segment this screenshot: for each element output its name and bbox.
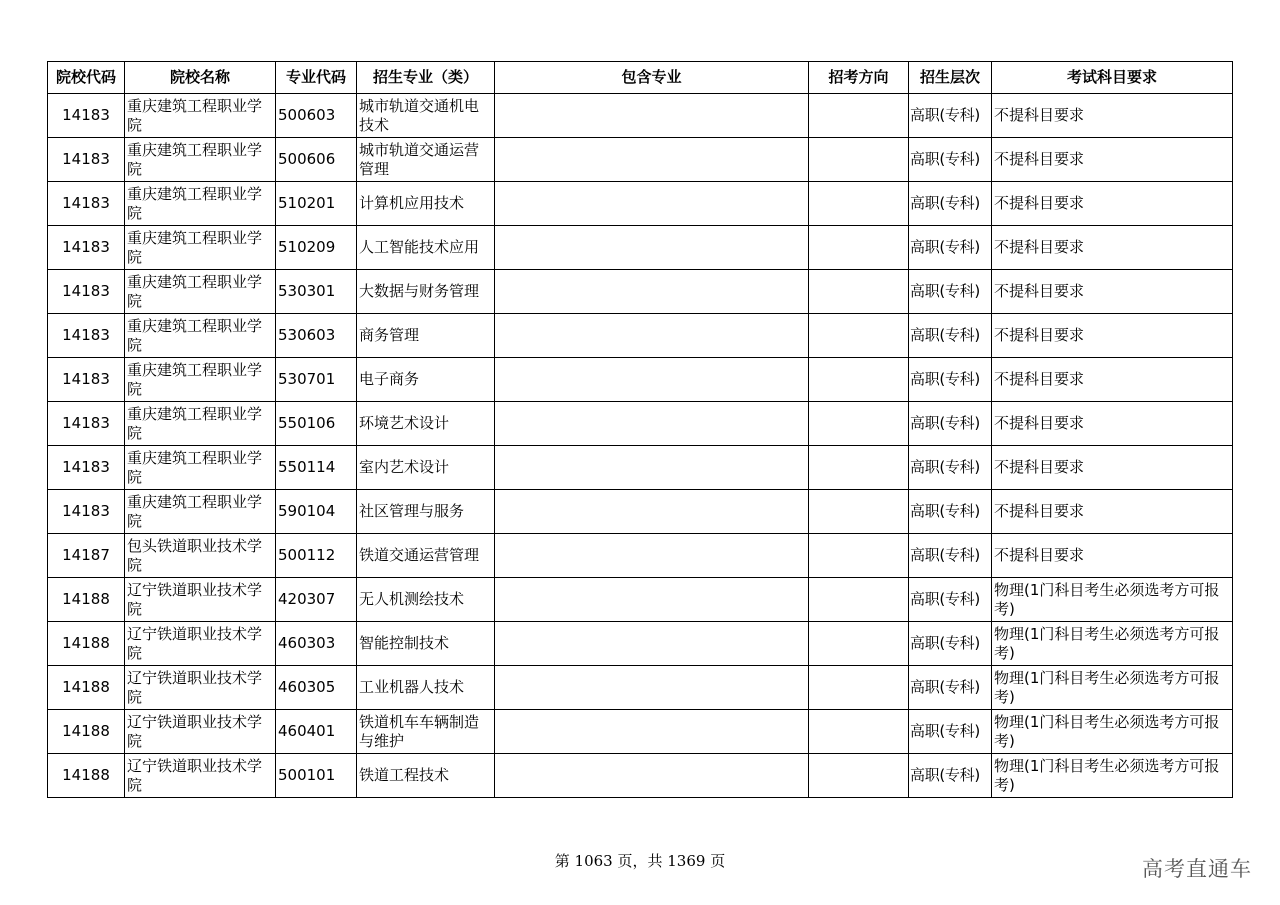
requirement-cell: 不提科目要求 [992,490,1233,534]
school-name-cell: 重庆建筑工程职业学院 [125,314,276,358]
header-level: 招生层次 [909,62,992,94]
direction-cell [809,402,909,446]
major-cell: 铁道工程技术 [357,754,495,798]
level-cell: 高职(专科) [909,94,992,138]
major-cell: 铁道交通运营管理 [357,534,495,578]
included-majors-cell [495,182,809,226]
included-majors-cell [495,314,809,358]
school-name-cell: 重庆建筑工程职业学院 [125,226,276,270]
level-cell: 高职(专科) [909,226,992,270]
table-row [48,94,1233,138]
table-row [48,666,1233,710]
requirement-cell: 不提科目要求 [992,226,1233,270]
included-majors-cell [495,94,809,138]
major-cell: 计算机应用技术 [357,182,495,226]
table-row [48,182,1233,226]
requirement-cell: 物理(1门科目考生必须选考方可报考) [992,710,1233,754]
level-cell: 高职(专科) [909,710,992,754]
major-code-cell: 420307 [276,578,357,622]
direction-cell [809,314,909,358]
requirement-cell: 不提科目要求 [992,182,1233,226]
level-cell: 高职(专科) [909,138,992,182]
admissions-table [47,61,1233,798]
major-cell: 商务管理 [357,314,495,358]
school-code-cell: 14188 [48,710,125,754]
major-code-cell: 530701 [276,358,357,402]
school-code-cell: 14183 [48,94,125,138]
direction-cell [809,182,909,226]
major-cell: 社区管理与服务 [357,490,495,534]
page-number-footer: 第 1063 页，共 1369 页 [554,852,726,870]
school-code-cell: 14183 [48,490,125,534]
major-cell: 铁道机车车辆制造与维护 [357,710,495,754]
included-majors-cell [495,710,809,754]
school-code-cell: 14188 [48,666,125,710]
level-cell: 高职(专科) [909,270,992,314]
requirement-cell: 不提科目要求 [992,94,1233,138]
level-cell: 高职(专科) [909,534,992,578]
major-code-cell: 500603 [276,94,357,138]
major-code-cell: 530301 [276,270,357,314]
major-code-cell: 500112 [276,534,357,578]
major-cell: 无人机测绘技术 [357,578,495,622]
major-cell: 环境艺术设计 [357,402,495,446]
included-majors-cell [495,490,809,534]
direction-cell [809,490,909,534]
table-row [48,622,1233,666]
major-cell: 工业机器人技术 [357,666,495,710]
header-school-code: 院校代码 [48,62,125,94]
school-code-cell: 14188 [48,622,125,666]
table-row [48,490,1233,534]
major-code-cell: 550114 [276,446,357,490]
included-majors-cell [495,534,809,578]
table-row [48,534,1233,578]
header-direction: 招考方向 [809,62,909,94]
included-majors-cell [495,226,809,270]
school-code-cell: 14183 [48,182,125,226]
direction-cell [809,446,909,490]
school-name-cell: 辽宁铁道职业技术学院 [125,622,276,666]
table-row [48,138,1233,182]
level-cell: 高职(专科) [909,182,992,226]
header-included-majors: 包含专业 [495,62,809,94]
major-cell: 智能控制技术 [357,622,495,666]
direction-cell [809,622,909,666]
table-row [48,314,1233,358]
school-code-cell: 14183 [48,226,125,270]
table-row [48,578,1233,622]
header-school-name: 院校名称 [125,62,276,94]
requirement-cell: 不提科目要求 [992,402,1233,446]
school-name-cell: 重庆建筑工程职业学院 [125,490,276,534]
requirement-cell: 不提科目要求 [992,358,1233,402]
requirement-cell: 不提科目要求 [992,446,1233,490]
school-name-cell: 重庆建筑工程职业学院 [125,270,276,314]
school-code-cell: 14187 [48,534,125,578]
level-cell: 高职(专科) [909,314,992,358]
school-code-cell: 14188 [48,578,125,622]
admissions-table-container [47,61,1232,798]
school-name-cell: 辽宁铁道职业技术学院 [125,666,276,710]
school-name-cell: 辽宁铁道职业技术学院 [125,578,276,622]
school-code-cell: 14183 [48,402,125,446]
school-name-cell: 重庆建筑工程职业学院 [125,358,276,402]
included-majors-cell [495,446,809,490]
level-cell: 高职(专科) [909,754,992,798]
major-code-cell: 510209 [276,226,357,270]
table-row [48,754,1233,798]
requirement-cell: 物理(1门科目考生必须选考方可报考) [992,578,1233,622]
major-code-cell: 530603 [276,314,357,358]
requirement-cell: 物理(1门科目考生必须选考方可报考) [992,622,1233,666]
school-code-cell: 14183 [48,446,125,490]
major-cell: 人工智能技术应用 [357,226,495,270]
direction-cell [809,754,909,798]
direction-cell [809,138,909,182]
table-row [48,226,1233,270]
table-row [48,270,1233,314]
direction-cell [809,358,909,402]
school-code-cell: 14183 [48,138,125,182]
requirement-cell: 不提科目要求 [992,314,1233,358]
included-majors-cell [495,578,809,622]
header-requirement: 考试科目要求 [992,62,1233,94]
school-name-cell: 辽宁铁道职业技术学院 [125,710,276,754]
major-code-cell: 500606 [276,138,357,182]
level-cell: 高职(专科) [909,358,992,402]
school-code-cell: 14188 [48,754,125,798]
school-code-cell: 14183 [48,270,125,314]
level-cell: 高职(专科) [909,490,992,534]
level-cell: 高职(专科) [909,666,992,710]
table-body [48,94,1233,798]
included-majors-cell [495,622,809,666]
school-name-cell: 重庆建筑工程职业学院 [125,138,276,182]
requirement-cell: 不提科目要求 [992,138,1233,182]
direction-cell [809,710,909,754]
direction-cell [809,226,909,270]
major-code-cell: 460303 [276,622,357,666]
major-code-cell: 590104 [276,490,357,534]
direction-cell [809,534,909,578]
school-code-cell: 14183 [48,314,125,358]
major-code-cell: 460401 [276,710,357,754]
header-major: 招生专业（类） [357,62,495,94]
major-cell: 室内艺术设计 [357,446,495,490]
major-code-cell: 510201 [276,182,357,226]
major-cell: 城市轨道交通机电技术 [357,94,495,138]
direction-cell [809,270,909,314]
school-name-cell: 重庆建筑工程职业学院 [125,182,276,226]
school-name-cell: 辽宁铁道职业技术学院 [125,754,276,798]
school-code-cell: 14183 [48,358,125,402]
major-code-cell: 460305 [276,666,357,710]
included-majors-cell [495,402,809,446]
school-name-cell: 包头铁道职业技术学院 [125,534,276,578]
level-cell: 高职(专科) [909,402,992,446]
watermark: 高考直通车 [1142,857,1252,881]
table-row [48,446,1233,490]
school-name-cell: 重庆建筑工程职业学院 [125,446,276,490]
requirement-cell: 物理(1门科目考生必须选考方可报考) [992,754,1233,798]
included-majors-cell [495,358,809,402]
table-row [48,710,1233,754]
included-majors-cell [495,138,809,182]
level-cell: 高职(专科) [909,446,992,490]
table-row [48,402,1233,446]
direction-cell [809,94,909,138]
level-cell: 高职(专科) [909,578,992,622]
included-majors-cell [495,754,809,798]
major-cell: 大数据与财务管理 [357,270,495,314]
direction-cell [809,578,909,622]
header-major-code: 专业代码 [276,62,357,94]
school-name-cell: 重庆建筑工程职业学院 [125,94,276,138]
header-row [48,62,1233,94]
table-row [48,358,1233,402]
major-code-cell: 500101 [276,754,357,798]
major-cell: 电子商务 [357,358,495,402]
major-code-cell: 550106 [276,402,357,446]
included-majors-cell [495,666,809,710]
major-cell: 城市轨道交通运营管理 [357,138,495,182]
requirement-cell: 不提科目要求 [992,270,1233,314]
requirement-cell: 物理(1门科目考生必须选考方可报考) [992,666,1233,710]
included-majors-cell [495,270,809,314]
school-name-cell: 重庆建筑工程职业学院 [125,402,276,446]
direction-cell [809,666,909,710]
level-cell: 高职(专科) [909,622,992,666]
requirement-cell: 不提科目要求 [992,534,1233,578]
